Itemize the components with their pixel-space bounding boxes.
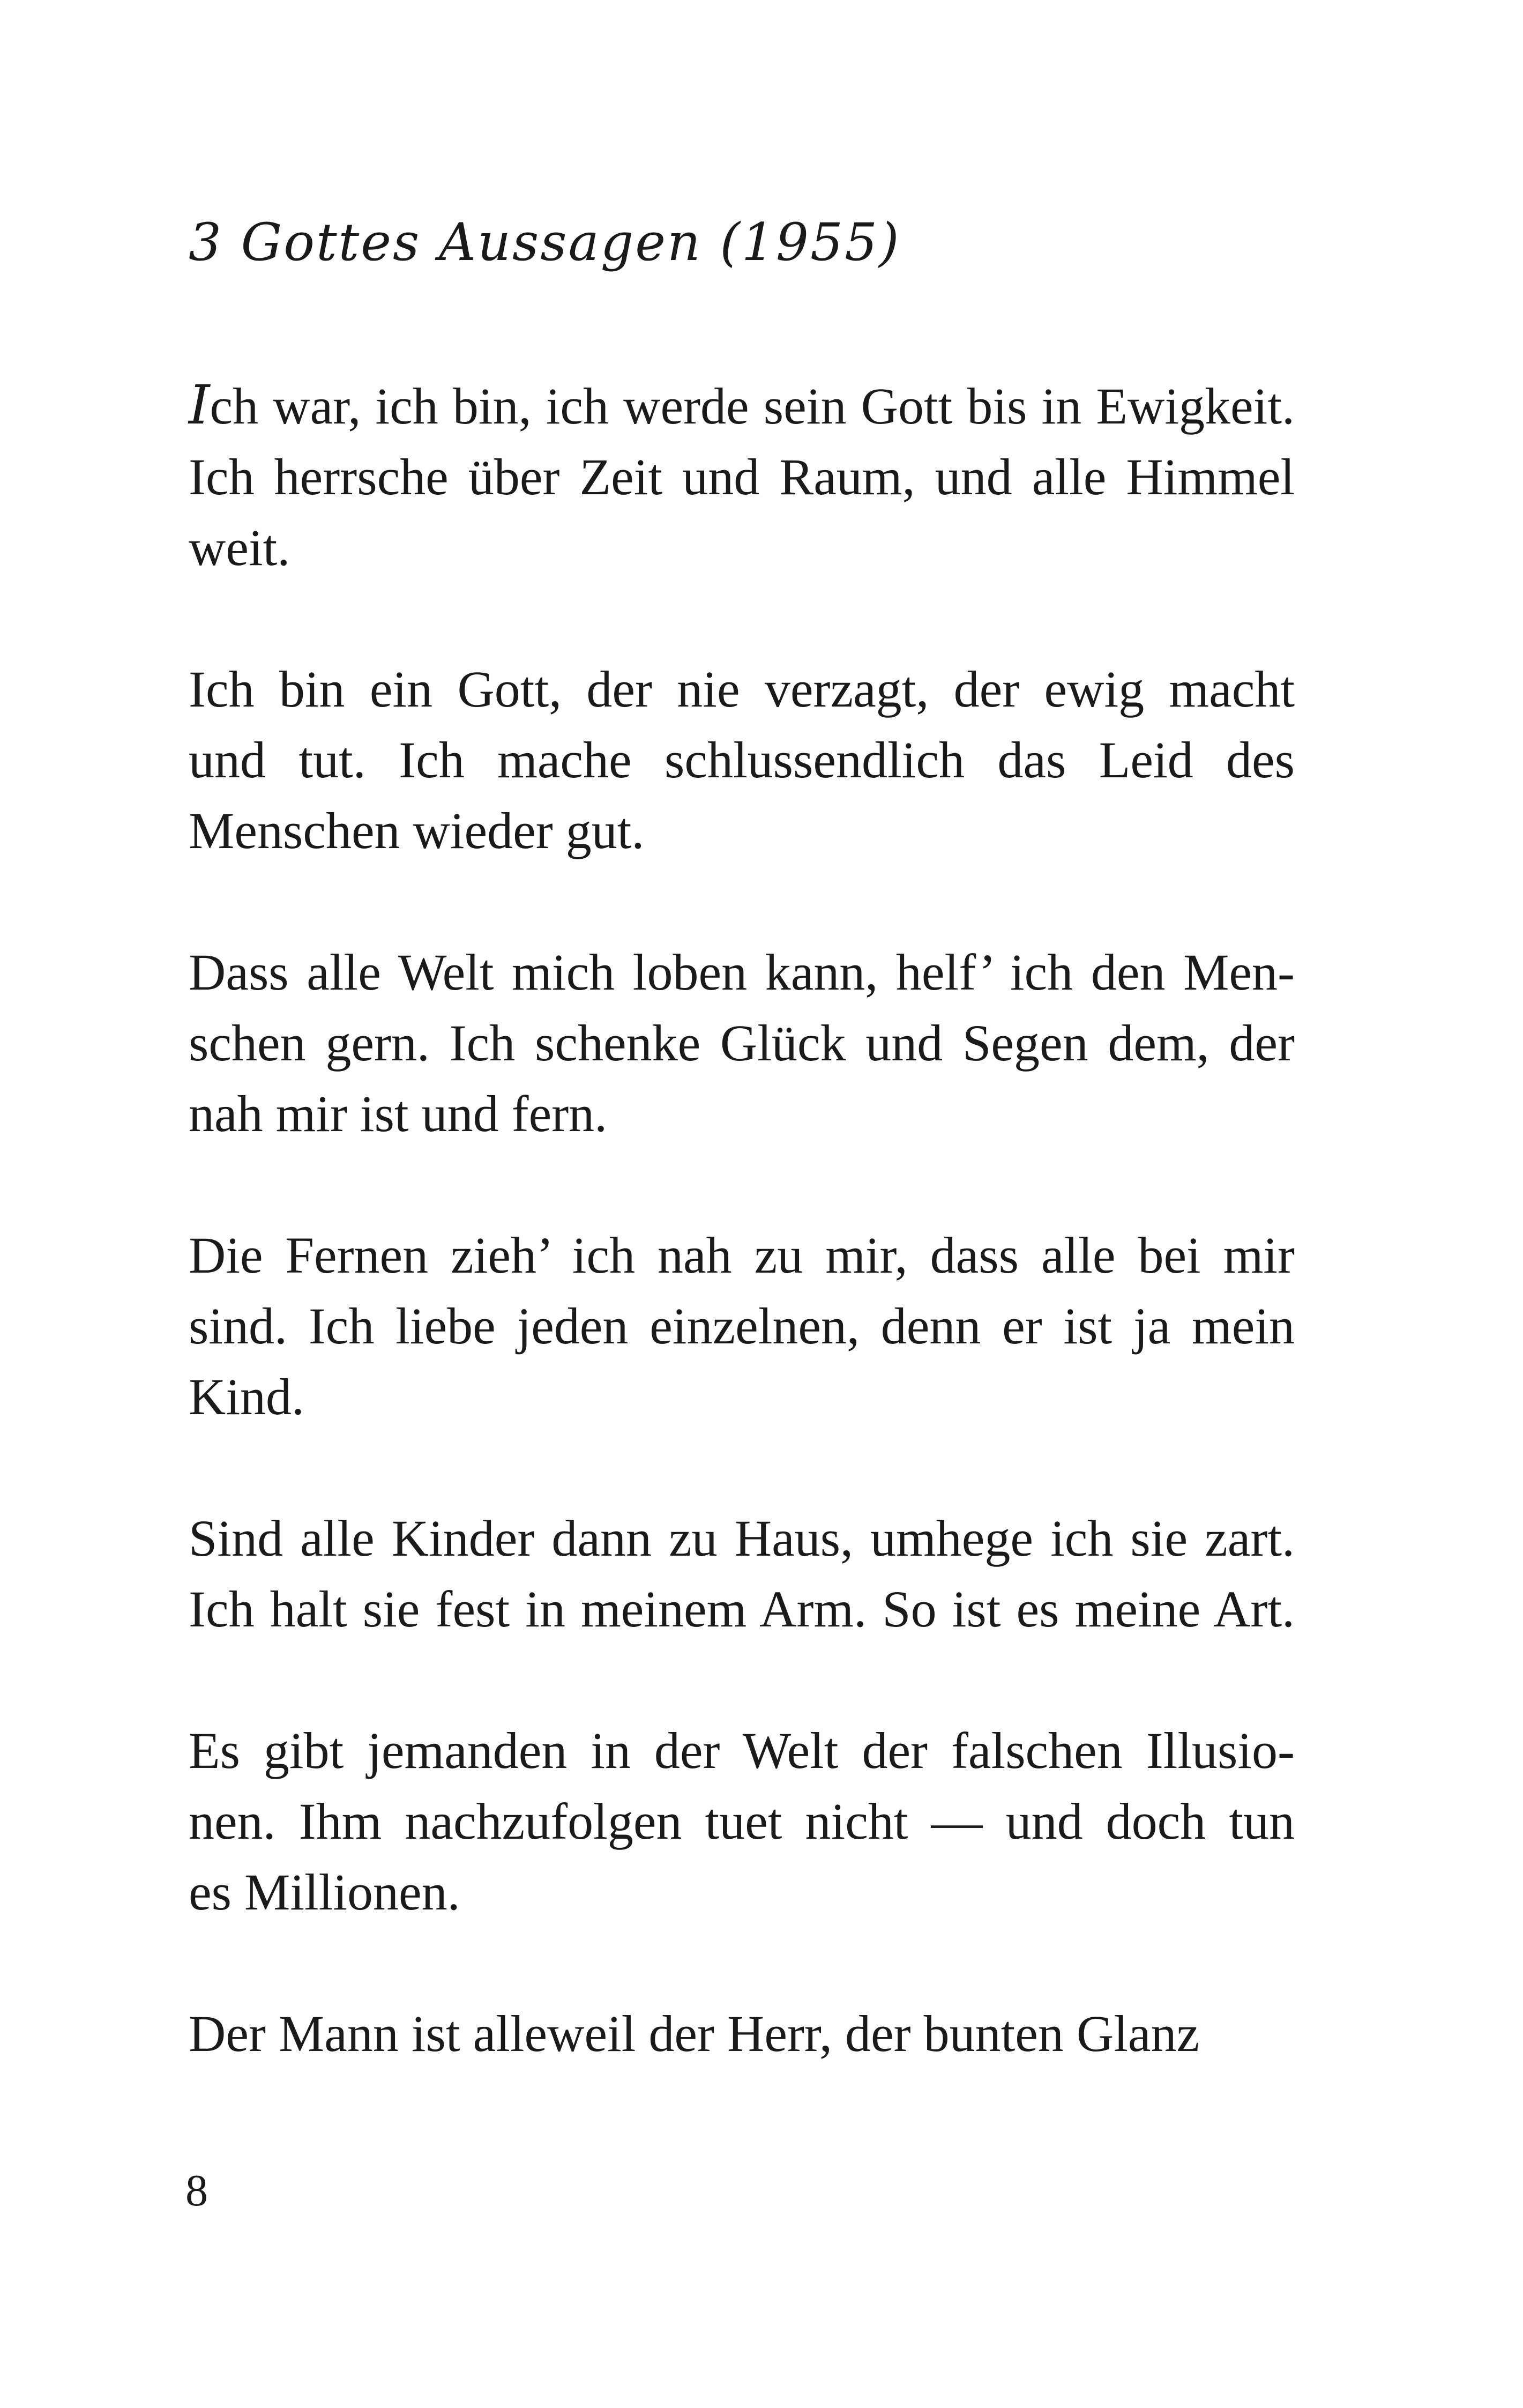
poem-line: sind. Ich liebe jeden einzelnen, denn er ist ja mein bbox=[189, 1297, 1295, 1355]
page-number: 8 bbox=[185, 2166, 208, 2216]
poem-line: Es gibt jemanden in der Welt der falschen Illusio- bbox=[189, 1722, 1295, 1779]
poem-line: nah mir ist und fern. bbox=[189, 1085, 608, 1142]
poem-line: nen. Ihm nachzufolgen tuet nicht — und doch tun bbox=[189, 1793, 1295, 1850]
stanza bbox=[189, 654, 1295, 866]
poem-line: schen gern. Ich schenke Glück und Segen dem, der bbox=[189, 1014, 1295, 1072]
poem-line: Die Fernen zieh’ ich nah zu mir, dass alle bei mir bbox=[189, 1227, 1295, 1284]
poem-line: und tut. Ich mache schlussendlich das Leid des bbox=[189, 731, 1295, 789]
stanza bbox=[189, 370, 1295, 583]
stanza bbox=[189, 937, 1295, 1149]
poem-line: Ich herrsche über Zeit und Raum, und alle Himmel bbox=[189, 448, 1295, 506]
stanza bbox=[189, 1220, 1295, 1432]
poem-body bbox=[189, 370, 1295, 2140]
poem-title: 3 Gottes Aussagen (1955) bbox=[189, 212, 901, 272]
stanza bbox=[189, 1715, 1295, 1928]
poem-line: Ich bin ein Gott, der nie verzagt, der ewig macht bbox=[189, 660, 1295, 718]
poem-line: Ich halt sie fest in meinem Arm. So ist es meine Art. bbox=[189, 1580, 1295, 1638]
poem-line: Ich war, ich bin, ich werde sein Gott bis in Ewigkeit. bbox=[189, 374, 1295, 436]
poem-line: Der Mann ist alleweil der Herr, der bunten Glanz bbox=[189, 2005, 1200, 2062]
poem-line: Sind alle Kinder dann zu Haus, umhege ich sie zart. bbox=[189, 1510, 1295, 1567]
poem-line: Dass alle Welt mich loben kann, helf’ ich den Men- bbox=[189, 943, 1295, 1001]
poem-line: Menschen wieder gut. bbox=[189, 802, 645, 859]
poem-line: weit. bbox=[189, 519, 290, 576]
stanza bbox=[189, 1503, 1295, 1645]
drop-cap: I bbox=[189, 374, 210, 436]
poem-line: Kind. bbox=[189, 1368, 304, 1425]
stanza bbox=[189, 1998, 1295, 2069]
poem-line: es Millionen. bbox=[189, 1863, 460, 1921]
